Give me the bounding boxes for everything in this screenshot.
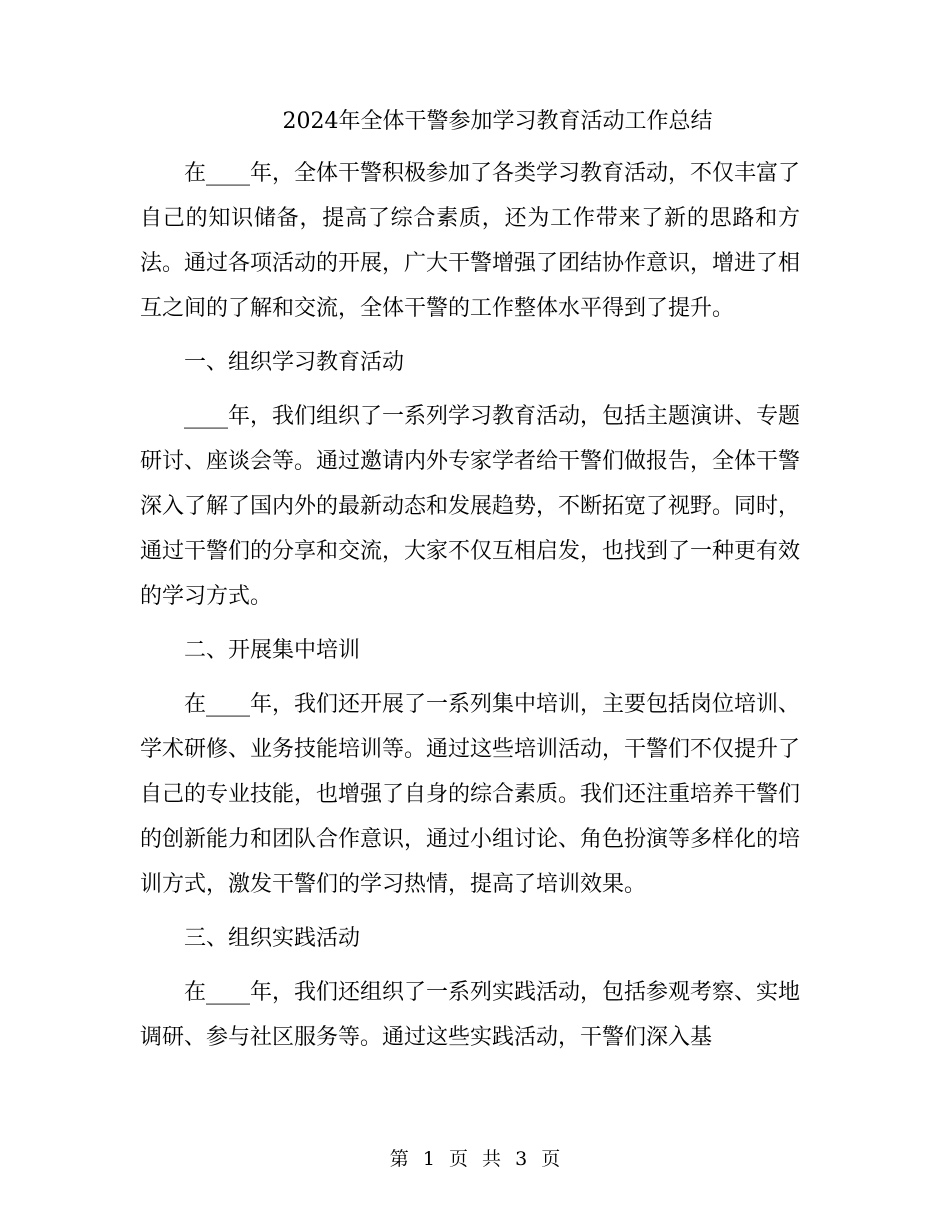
footer-total-unit: 页	[541, 1148, 561, 1170]
section-heading-1: 一、组织学习教育活动	[184, 350, 405, 375]
document-title: 2024年全体干警参加学习教育活动工作总结	[282, 109, 713, 134]
paragraph-section-2: 在____年，我们还开展了一系列集中培训，主要包括岗位培训、学术研修、业务技能培训等。通过这些培训活动，干警们不仅提升了自己的专业技能，也增强了自身的综合素质。我们还注重培养干警们的创新能力和团队合作意识，通过小组讨论、角色扮演等多样化的培训方式，激发干警们的学习热情，提高了培训效果。	[140, 692, 801, 897]
footer-page-unit: 页	[448, 1148, 468, 1170]
paragraph-section-1: ____年，我们组织了一系列学习教育活动，包括主题演讲、专题研讨、座谈会等。通过邀请内外专家学者给干警们做报告，全体干警深入了解了国内外的最新动态和发展趋势，不断拓宽了视野。同时，通过干警们的分享和交流，大家不仅互相启发，也找到了一种更有效的学习方式。	[140, 404, 801, 609]
footer-total-label: 共	[482, 1148, 502, 1170]
document-body	[140, 151, 800, 1069]
footer-page-label: 第	[389, 1148, 409, 1170]
footer-current-page: 1	[422, 1148, 435, 1170]
page-footer	[0, 1145, 950, 1173]
footer-total-pages: 3	[515, 1148, 528, 1170]
section-heading-3: 三、组织实践活动	[184, 926, 361, 951]
paragraph-intro: 在____年，全体干警积极参加了各类学习教育活动，不仅丰富了自己的知识储备，提高了综合素质，还为工作带来了新的思路和方法。通过各项活动的开展，广大干警增强了团结协作意识，增进了相互之间的了解和交流，全体干警的工作整体水平得到了提升。	[140, 161, 801, 321]
section-heading-2: 二、开展集中培训	[184, 638, 361, 663]
paragraph-section-3: 在____年，我们还组织了一系列实践活动，包括参观考察、实地调研、参与社区服务等。通过这些实践活动，干警们深入基	[140, 980, 801, 1050]
